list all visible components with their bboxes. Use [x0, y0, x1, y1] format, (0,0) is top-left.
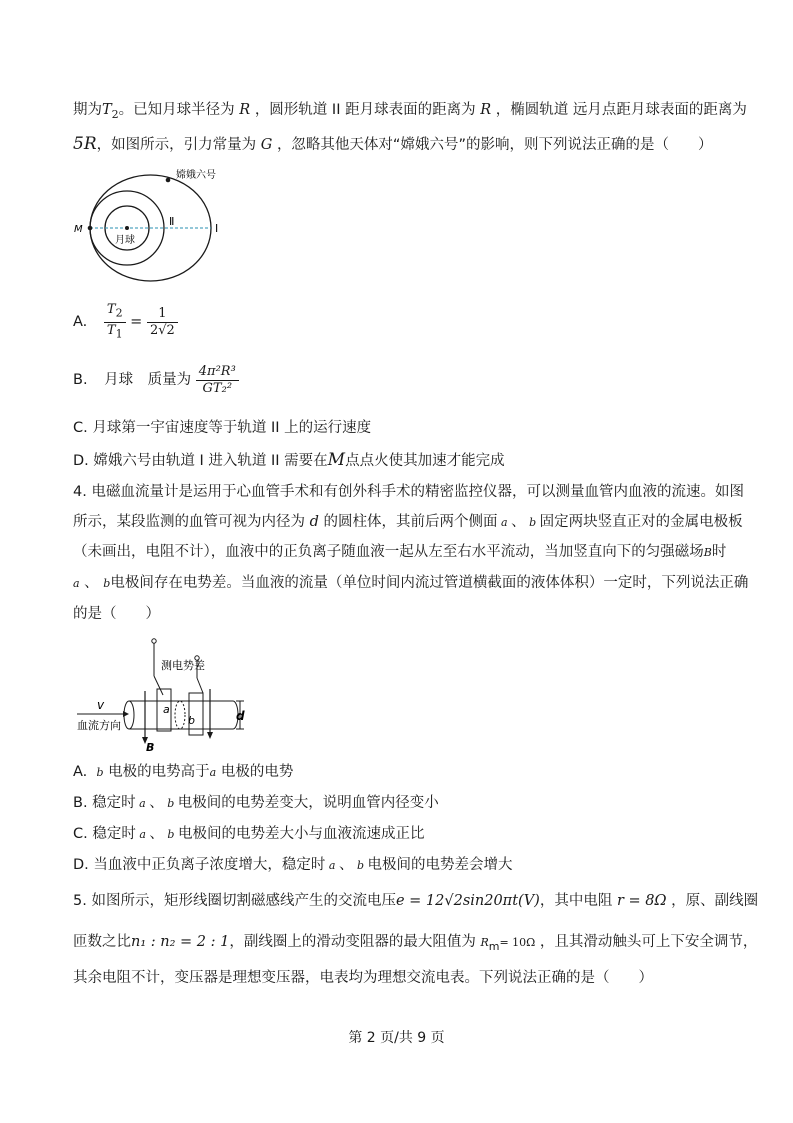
cross-section: [175, 701, 185, 729]
b-label: b: [188, 714, 195, 727]
q4-line-5: 的是（ ）: [73, 606, 160, 622]
eq-e: e = 12√2sin20πt(V): [395, 893, 540, 909]
q3-option-b: B. 月球 质量为 $\frac{\text{4π²R³}}{\text{GT₂²}}$: [73, 358, 239, 402]
q3-option-a: A. $\frac{T_2}{T_1}$ = $\frac{1}{2√2}$: [73, 302, 178, 342]
orbit-diagram: [73, 167, 233, 290]
q3-option-d: D. 嫦娥六号由轨道 I 进入轨道 II 需要在M点点火使其加速才能完成: [73, 450, 505, 470]
orbit-2-label: Ⅱ: [169, 215, 175, 228]
B-label: B: [146, 741, 155, 753]
q4-option-c: C. 稳定时 a 、 b 电极间的电势差大小与血液流速成正比: [73, 826, 425, 842]
spacecraft-dot: [166, 178, 171, 183]
page-footer: 第 2 页/共 9 页: [348, 1030, 445, 1046]
q3-option-c: C. 月球第一宇宙速度等于轨道 II 上的运行速度: [73, 420, 372, 436]
q4-line-3: （未画出，电阻不计），血液中的正负离子随血液一起从左至右水平流动，当加竖直向下的匀强磁场B时: [73, 544, 727, 560]
q4-option-a: A. b 电极的电势高于a 电极的电势: [73, 764, 294, 780]
a-label: a: [163, 703, 170, 716]
q4-option-d: D. 当血液中正负离子浓度增大，稳定时 a 、 b 电极间的电势差会增大: [73, 857, 513, 873]
m-label: M: [74, 224, 83, 235]
flow-label: 血流方向: [77, 719, 121, 732]
q4-line-2: 所示，某段监测的血管可视为内径为 d 的圆柱体，其前后两个侧面 a 、 b 固定两块竖直正对的金属电极板: [73, 514, 743, 530]
frac-moon-mass: $\frac{\text{4π²R³}}{\text{GT₂²}}$: [196, 364, 239, 397]
frac-one-over-2root2: $\frac{1}{2√2}$: [147, 306, 178, 339]
eq-r: r = 8Ω: [616, 893, 667, 909]
measure-label: 测电势差: [161, 659, 205, 672]
v-label: v: [97, 698, 105, 712]
terminal-left: [152, 639, 156, 643]
craft-label: 嫦娥六号: [176, 170, 216, 181]
q3-line-2: 5R，如图所示，引力常量为 G ，忽略其他天体对“嫦娥六号”的影响，则下列说法正确的是（ ）: [73, 134, 713, 154]
blood-vessel-diagram: [73, 633, 253, 753]
q5-line-1: 5. 如图所示，矩形线圈切割磁感线产生的交流电压e = 12√2sin20πt(V)，其中电阻 r = 8Ω ，原、副线圈: [73, 893, 759, 909]
q3-line-1: 期为$T_2$。已知月球半径为 R ，圆形轨道 II 距月球表面的距离为 R ，椭圆轨道 远月点距月球表面的距离为: [73, 102, 747, 121]
moon-center-dot: [125, 226, 129, 230]
q4-line-4: a 、 b电极间存在电势差。当血液的流量（单位时间内流过管道横截面的液体体积）一定时，下列说法正确: [73, 575, 749, 591]
frac-t2-t1: $\frac{T_2}{T_1}$: [104, 302, 126, 342]
q4-line-1: 4. 电磁血流量计是运用于心血管手术和有创外科手术的精密监控仪器，可以测量血管内血液的流速。如图: [73, 484, 744, 500]
orbit-1-label: Ⅰ: [215, 222, 219, 235]
eq-n: n₁ : n₂ = 2 : 1: [131, 934, 230, 950]
q5-line-3: 其余电阻不计，变压器是理想变压器，电表均为理想交流电表。下列说法正确的是（ ）: [73, 970, 653, 986]
d-label: d: [236, 709, 245, 723]
moon-label: 月球: [115, 235, 135, 246]
point-m-dot: [88, 226, 93, 231]
q4-option-b: B. 稳定时 a 、 b 电极间的电势差变大，说明血管内径变小: [73, 795, 439, 811]
q5-line-2: 匝数之比n₁ : n₂ = 2 : 1，副线圈上的滑动变阻器的最大阻值为 $R_m= 10\Omega$ ，且其滑动触头可上下安全调节，: [73, 934, 758, 953]
